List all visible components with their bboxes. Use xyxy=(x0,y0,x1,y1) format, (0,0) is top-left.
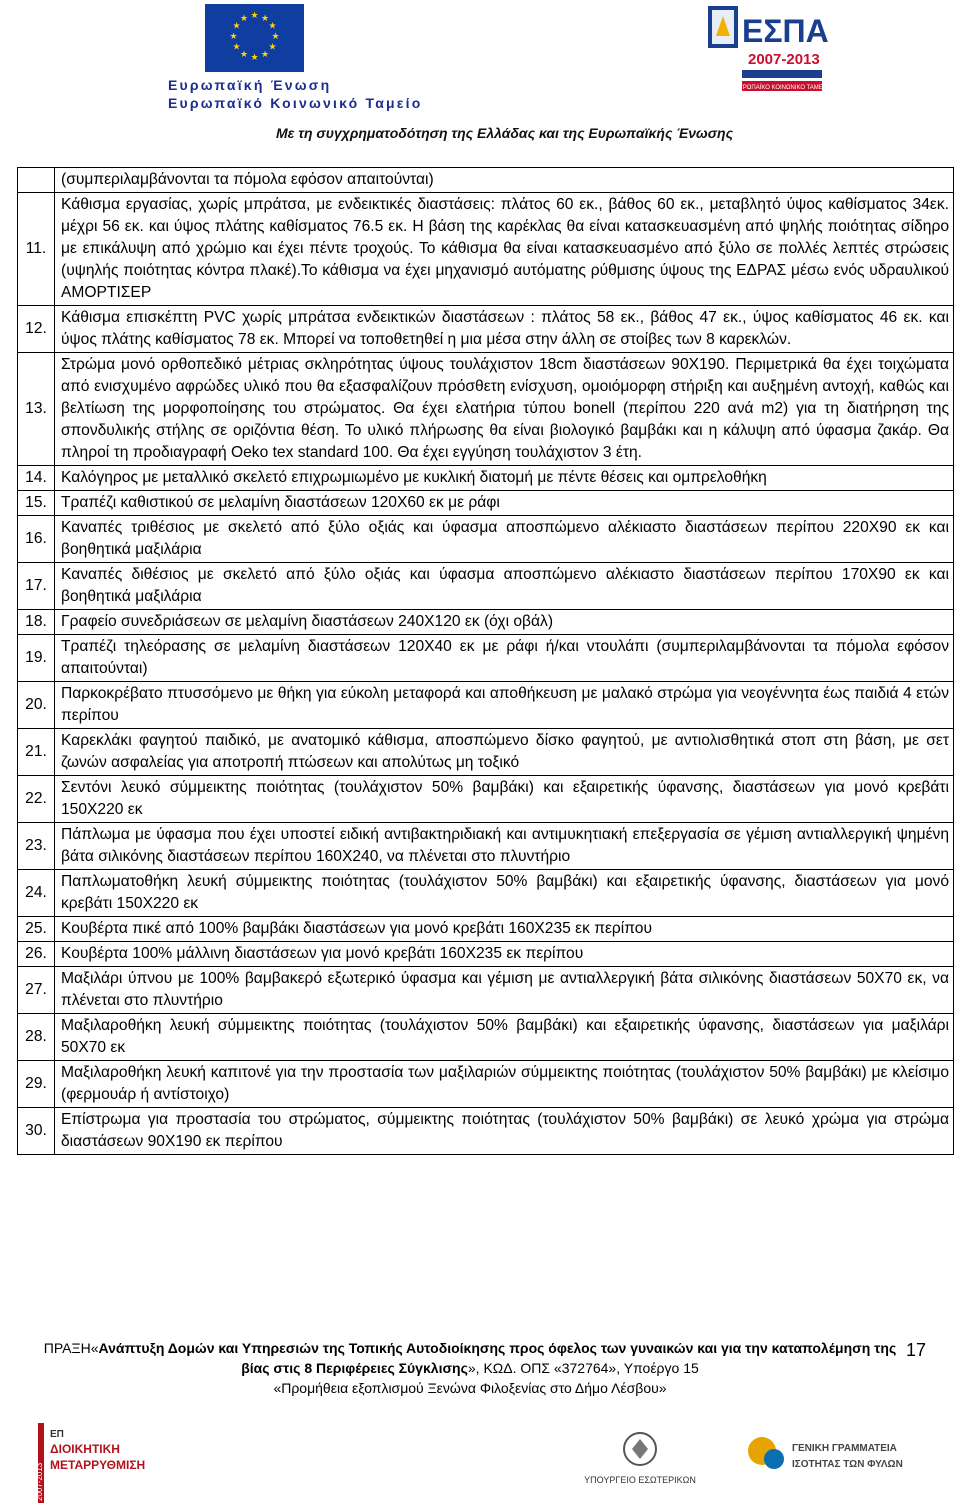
dm-line2: ΔΙΟΙΚΗΤΙΚΗ xyxy=(50,1442,120,1456)
table-row xyxy=(18,776,954,823)
specification-table xyxy=(17,167,954,1155)
project-prefix: ΠΡΑΞΗ« xyxy=(43,1340,99,1356)
item-description: Κάθισμα εργασίας, χωρίς μπράτσα, με ενδεικτικές διαστάσεις: πλάτος 60 εκ., βάθος 60 εκ., μεταβλητό ύψος καθίσματος 34εκ. μέχρι 56 εκ. και ύψος πλάτης καθίσματος 76.5 εκ. Η βάση της καρέκλας θα είναι κατασκευασμένη από ψηλής ποιότητας σίδηρο με επικάλυψη από χρώμιο και έχει πέντε τροχούς. Το κάθισμα θα είναι κατασκευασμένο από ξύλο σε πολλές λεπτές στρώσεις (υψηλής ποιότητας κόντρα πλακέ).Το κάθισμα να έχει μηχανισμό αυτόματης ρύθμισης ύψους της ΕΔΡΑΣ μέσω ενός υδραυλικού ΑΜΟΡΤΙΣΕΡ xyxy=(55,193,954,306)
table-row xyxy=(18,917,954,942)
item-description: (συμπεριλαμβάνονται τα πόμολα εφόσον απαιτούνται) xyxy=(55,168,954,193)
item-number: 19. xyxy=(18,635,55,682)
item-number: 13. xyxy=(18,353,55,466)
item-number: 26. xyxy=(18,942,55,967)
item-description: Τραπέζι τηλεόρασης σε μελαμίνη διαστάσεων 120Χ40 εκ με ράφι ή/και ντουλάπι (συμπεριλαμβάνονται τα πόμολα εφόσον απαιτούνται) xyxy=(55,635,954,682)
item-number: 17. xyxy=(18,563,55,610)
espa-subtitle: ΕΥΡΩΠΑΪΚΟ ΚΟΙΝΩΝΙΚΟ ΤΑΜΕΙΟ xyxy=(734,85,830,91)
table-row xyxy=(18,1108,954,1155)
gg-line2: ΙΣΟΤΗΤΑΣ ΤΩΝ ΦΥΛΩΝ xyxy=(792,1459,903,1470)
table-row xyxy=(18,635,954,682)
eu-flag-logo xyxy=(205,4,304,72)
item-description: Μαξιλάρι ύπνου με 100% βαμβακερό εξωτερικό ύφασμα και γέμιση με αντιαλλεργική βάτα σιλικόνης διαστάσεων 50Χ70 εκ, να πλένεται στο πλυντήριο xyxy=(55,967,954,1014)
table-row xyxy=(18,1014,954,1061)
item-description: Κουβέρτα πικέ από 100% βαμβάκι διαστάσεων για μονό κρεβάτι 160Χ235 εκ περίπου xyxy=(55,917,954,942)
item-description: Καναπές τριθέσιος με σκελετό από ξύλο οξιάς και ύφασμα αποσπώμενο αλέκιαστο διαστάσεων περίπου 220Χ90 εκ και βοηθητικά μαξιλάρια xyxy=(55,516,954,563)
item-number: 21. xyxy=(18,729,55,776)
item-number: 30. xyxy=(18,1108,55,1155)
table-row xyxy=(18,306,954,353)
page-number: 17 xyxy=(906,1340,927,1360)
project-code: », ΚΩΔ. ΟΠΣ «372764», Υποέργο 15 xyxy=(467,1360,699,1376)
svg-text:★: ★ xyxy=(250,11,259,21)
espa-logo xyxy=(708,6,830,106)
eu-line1: Ευρωπαϊκή Ένωση xyxy=(168,77,332,93)
cofinance-note: Με τη συγχρηματοδότηση της Ελλάδας και της Ευρωπαϊκής Ένωσης xyxy=(276,125,734,141)
table-row xyxy=(18,942,954,967)
item-number: 29. xyxy=(18,1061,55,1108)
gender-equality-logo xyxy=(740,1425,940,1495)
item-number: 11. xyxy=(18,193,55,306)
item-description: Κουβέρτα 100% μάλλινη διαστάσεων για μονό κρεβάτι 160Χ235 εκ περίπου xyxy=(55,942,954,967)
footer-logos xyxy=(0,1415,960,1507)
espa-years: 2007-2013 xyxy=(748,51,820,68)
table-row xyxy=(18,491,954,516)
svg-text:★: ★ xyxy=(239,50,249,60)
item-description: Στρώμα μονό ορθοπεδικό μέτριας σκληρότητας ύψους τουλάχιστον 18cm διαστάσεων 90Χ190. Περιμετρικά θα έχει τοιχώματα από ενισχυμένο αφρώδες υλικό που θα εξασφαλίζουν πρόσθετη ενίσχυση, ομοιόμορφη στήριξη και αυξημένη αντοχή, καθώς και βελτίωση της μορφοποίησης του στρώματος. Θα έχει ελατήρια τύπου bonell (περίπου 220 ανά m2) για τη διατήρηση της σπονδυλικής στήλης σε οριζόντια θέση. Το υλικό πλήρωσης θα είναι βιολογικό βαμβάκι και η κάλυψη από ύφασμα ζακάρ. Θα πληροί τη προδιαγραφή Oeko tex standard 100. Θα έχει εγγύηση τουλάχιστον 3 έτη. xyxy=(55,353,954,466)
table-row xyxy=(18,967,954,1014)
item-number: 18. xyxy=(18,610,55,635)
item-number: 14. xyxy=(18,466,55,491)
project-name: Ανάπτυξη Δομών και Υπηρεσιών της Τοπικής Αυτοδιοίκησης προς όφελος των γυναικών και για την καταπολέμηση της βίας στις 8 Περιφέρειες Σύγκλισης xyxy=(98,1340,897,1376)
item-description: Επίστρωμα για προστασία του στρώματος, σύμμεικτης ποιότητας (τουλάχιστον 50% βαμβάκι) σε λευκό χρώμα για στρώμα διαστάσεων 90Χ190 εκ περίπου xyxy=(55,1108,954,1155)
table-row xyxy=(18,168,954,193)
item-description: Πάπλωμα με ύφασμα που έχει υποστεί ειδική αντιβακτηριδιακή και αντιμυκητιακή επεξεργασία σε γέμιση αντιαλλεργική ψημένη βάτα σιλικόνης διαστάσεων περίπου 160Χ240, να πλένεται στο πλυντήριο xyxy=(55,823,954,870)
item-description: Κάθισμα επισκέπτη PVC χωρίς μπράτσα ενδεικτικών διαστάσεων : πλάτος 58 εκ., βάθος 47 εκ., ύψος καθίσματος 46 εκ. και ύψος πλάτης καθίσματος 78 εκ. Μπορεί να τοποθετηθεί η μια μέσα στην άλλη σε στοίβες των 8 καρεκλών. xyxy=(55,306,954,353)
item-description: Γραφείο συνεδριάσεων σε μελαμίνη διαστάσεων 240Χ120 εκ (όχι οβάλ) xyxy=(55,610,954,635)
item-description: Καλόγηρος με μεταλλικό σκελετό επιχρωμιωμένο με κυκλική διατομή με πέντε θέσεις και ομπρελοθήκη xyxy=(55,466,954,491)
item-number: 20. xyxy=(18,682,55,729)
svg-text:★: ★ xyxy=(271,32,280,42)
svg-text:★: ★ xyxy=(232,42,241,53)
item-description: Μαξιλαροθήκη λευκή καπιτονέ για την προστασία των μαξιλαριών σύμμεικτης ποιότητας (τουλάχιστον 50% βαμβάκι) με κλείσιμο (φερμουάρ ή αντίστοιχο) xyxy=(55,1061,954,1108)
item-number: 22. xyxy=(18,776,55,823)
table-row xyxy=(18,610,954,635)
subproject-title: «Προμήθεια εξοπλισμού Ξενώνα Φιλοξενίας στο Δήμο Λέσβου» xyxy=(273,1380,667,1396)
svg-text:★: ★ xyxy=(229,32,238,42)
item-number: 25. xyxy=(18,917,55,942)
eu-caption xyxy=(168,76,422,112)
eu-line2: Ευρωπαϊκό Κοινωνικό Ταμείο xyxy=(168,95,423,111)
dm-line3: ΜΕΤΑΡΡΥΘΜΙΣΗ xyxy=(50,1458,146,1472)
item-description: Παπλωματοθήκη λευκή σύμμεικτης ποιότητας (τουλάχιστον 50% βαμβάκι) και εξαιρετικής ύφανσης, διαστάσεων για μονό κρεβάτι 150Χ220 εκ xyxy=(55,870,954,917)
table-row xyxy=(18,466,954,491)
item-description: Σεντόνι λευκό σύμμεικτης ποιότητας (τουλάχιστον 50% βαμβάκι) και εξαιρετικής ύφανσης, διαστάσεων για μονό κρεβάτι 150Χ220 εκ xyxy=(55,776,954,823)
svg-text:★: ★ xyxy=(239,14,249,24)
ministry-name: ΥΠΟΥΡΓΕΙΟ ΕΣΩΤΕΡΙΚΩΝ xyxy=(584,1475,696,1485)
svg-text:★: ★ xyxy=(260,50,270,60)
page-footer xyxy=(40,1338,900,1398)
item-number: 28. xyxy=(18,1014,55,1061)
item-number: 16. xyxy=(18,516,55,563)
item-description: Παρκοκρέβατο πτυσσόμενο με θήκη για εύκολη μεταφορά και αποθήκευση με μαλακό στρώμα για νεογέννητα έως παιδιά 4 ετών περίπου xyxy=(55,682,954,729)
table-row xyxy=(18,682,954,729)
table-row xyxy=(18,1061,954,1108)
dioikitiki-metarrythmisi-logo xyxy=(35,1423,178,1503)
svg-text:★: ★ xyxy=(260,14,270,24)
table-row xyxy=(18,729,954,776)
item-number xyxy=(18,168,55,193)
table-row xyxy=(18,353,954,466)
page-header xyxy=(0,0,960,145)
table-row xyxy=(18,823,954,870)
item-description: Μαξιλαροθήκη λευκή σύμμεικτης ποιότητας (τουλάχιστον 50% βαμβάκι) και εξαιρετικής ύφανσης, διαστάσεων για μαξιλάρι 50Χ70 εκ xyxy=(55,1014,954,1061)
item-description: Καρεκλάκι φαγητού παιδικό, με ανατομικό κάθισμα, αποσπώμενο δίσκο φαγητού, με αντιολισθητικά στοπ στη βάση, με σετ ζωνών ασφαλείας για αποτροπή πτώσεων και απολύτως μη τοξικό xyxy=(55,729,954,776)
item-number: 15. xyxy=(18,491,55,516)
table-row xyxy=(18,563,954,610)
item-number: 12. xyxy=(18,306,55,353)
project-title xyxy=(40,1338,900,1378)
table-row xyxy=(18,870,954,917)
item-number: 24. xyxy=(18,870,55,917)
gg-line1: ΓΕΝΙΚΗ ΓΡΑΜΜΑΤΕΙΑ xyxy=(792,1443,897,1454)
item-number: 27. xyxy=(18,967,55,1014)
svg-text:★: ★ xyxy=(232,21,241,32)
item-number: 23. xyxy=(18,823,55,870)
item-description: Τραπέζι καθιστικού σε μελαμίνη διαστάσεων 120Χ60 εκ με ράφι xyxy=(55,491,954,516)
svg-text:★: ★ xyxy=(250,53,259,63)
dm-line1: ΕΠ xyxy=(50,1429,64,1440)
ministry-interior-logo xyxy=(560,1425,720,1495)
table-row xyxy=(18,516,954,563)
dm-years: 2007-2013 xyxy=(35,1462,44,1501)
table-row xyxy=(18,193,954,306)
item-description: Καναπές διθέσιος με σκελετό από ξύλο οξιάς και ύφασμα αποσπώμενο αλέκιαστο διαστάσεων περίπου 170Χ90 εκ και βοηθητικά μαξιλάρια xyxy=(55,563,954,610)
svg-text:★: ★ xyxy=(268,21,277,32)
espa-title: ΕΣΠΑ xyxy=(742,13,829,49)
svg-text:★: ★ xyxy=(268,42,277,53)
